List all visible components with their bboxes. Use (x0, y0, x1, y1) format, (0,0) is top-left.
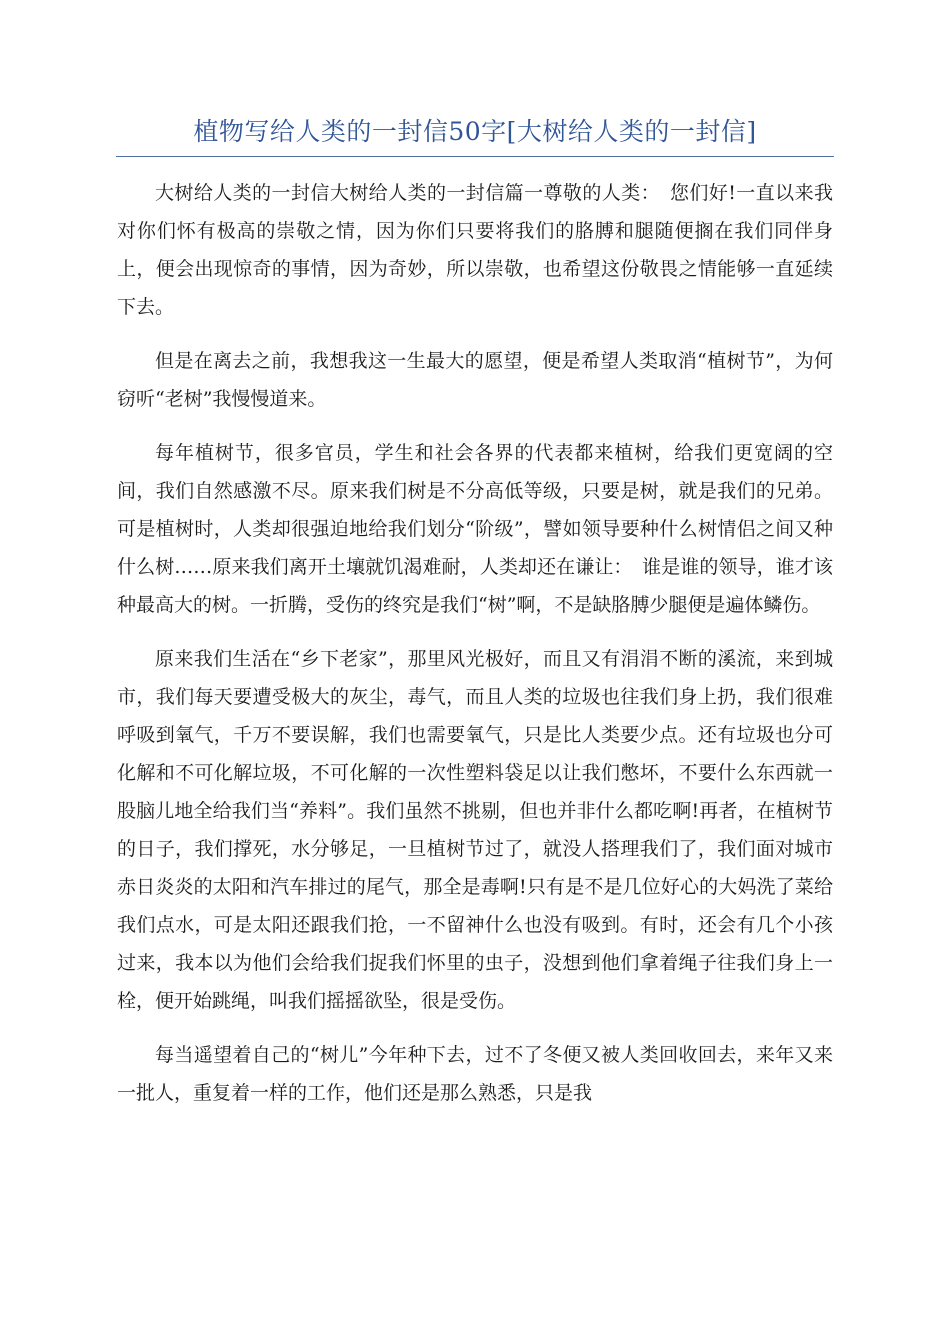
paragraph-5: 每当遥望着自己的“树儿”今年种下去，过不了冬便又被人类回收回去，来年又来一批人，重复着一样的工作，他们还是那么熟悉，只是我 (117, 1044, 833, 1104)
paragraph-2: 但是在离去之前，我想我这一生最大的愿望，便是希望人类取消“植树节”，为何窃听“老树”我慢慢道来。 (117, 350, 833, 410)
paragraph-1: 大树给人类的一封信大树给人类的一封信篇一尊敬的人类： 您们好!一直以来我对你们怀有极高的崇敬之情，因为你们只要将我们的胳膊和腿随便搁在我们同伴身上，便会出现惊奇的事情，因为奇妙，所以崇敬，也希望这份敬畏之情能够一直延续下去。 (117, 182, 833, 318)
paragraph-4: 原来我们生活在“乡下老家”，那里风光极好，而且又有涓涓不断的溪流，来到城市，我们每天要遭受极大的灰尘，毒气，而且人类的垃圾也往我们身上扔，我们很难呼吸到氧气，千万不要误解，我们也需要氧气，只是比人类要少点。还有垃圾也分可化解和不可化解垃圾，不可化解的一次性塑料袋足以让我们憋坏，不要什么东西就一股脑儿地全给我们当“养料”。我们虽然不挑剔，但也并非什么都吃啊!再者，在植树节的日子，我们撑死，水分够足，一旦植树节过了，就没人搭理我们了，我们面对城市赤日炎炎的太阳和汽车排过的尾气，那全是毒啊!只有是不是几位好心的大妈洗了菜给我们点水，可是太阳还跟我们抢，一不留神什么也没有吸到。有时，还会有几个小孩过来，我本以为他们会给我们捉我们怀里的虫子，没想到他们拿着绳子往我们身上一栓，便开始跳绳，叫我们摇摇欲坠，很是受伤。 (117, 648, 833, 1012)
page-title: 植物写给人类的一封信50字[大树给人类的一封信] (193, 117, 757, 146)
title-bar (116, 112, 834, 157)
document-body (117, 174, 833, 1128)
paragraph-3: 每年植树节，很多官员，学生和社会各界的代表都来植树，给我们更宽阔的空间，我们自然感激不尽。原来我们树是不分高低等级，只要是树，就是我们的兄弟。可是植树时，人类却很强迫地给我们划分“阶级”，譬如领导要种什么树情侣之间又种什么树……原来我们离开土壤就饥渴难耐，人类却还在谦让： 谁是谁的领导，谁才该种最高大的树。一折腾，受伤的终究是我们“树”啊，不是缺胳膊少腿便是遍体鳞伤。 (117, 442, 833, 616)
